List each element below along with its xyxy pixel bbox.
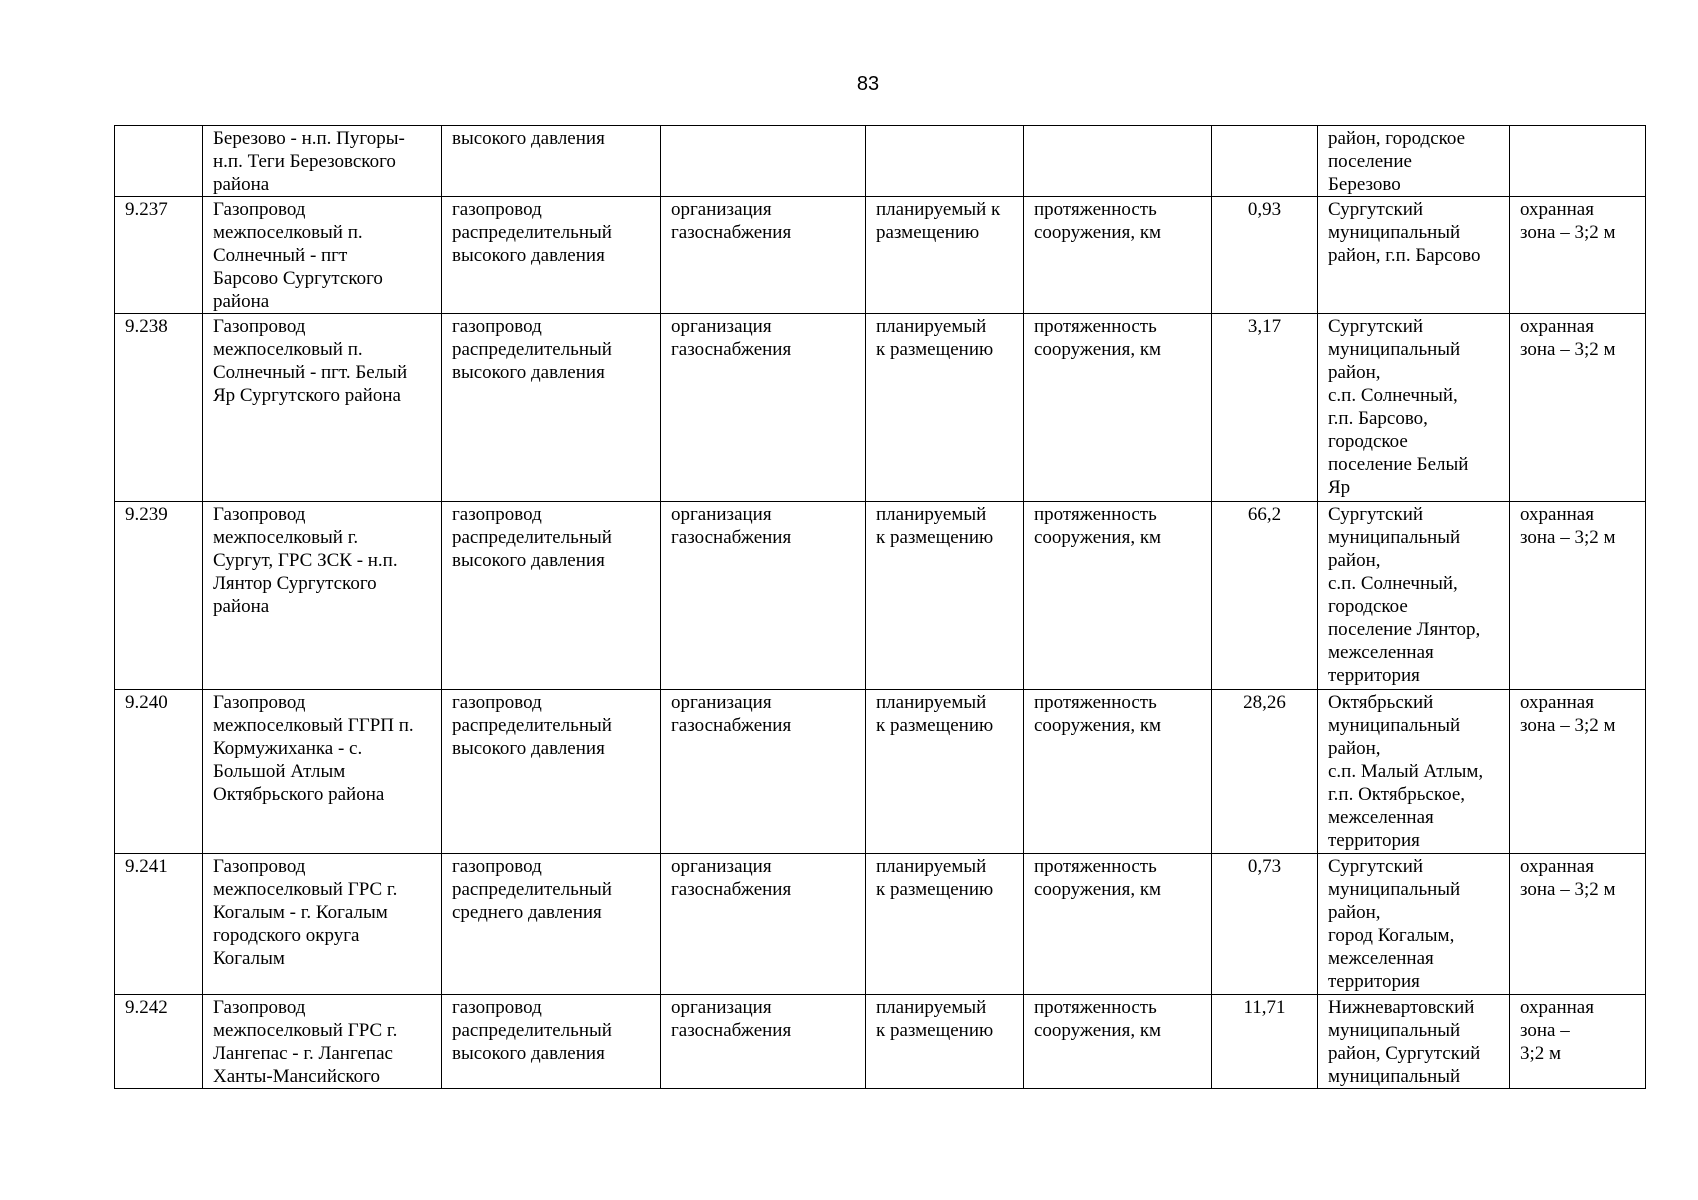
cell-purpose: организация газоснабжения xyxy=(661,854,866,995)
cell-location: Сургутский муниципальный район, город Когалым, межселенная территория xyxy=(1318,854,1510,995)
cell-purpose: организация газоснабжения xyxy=(661,314,866,502)
page-number: 83 xyxy=(856,73,880,95)
cell-zone: охранная зона – 3;2 м xyxy=(1510,690,1646,854)
cell-object-name: Газопровод межпоселковый ГРС г. Когалым - г. Когалым городского округа Когалым xyxy=(203,854,442,995)
cell-characteristic: протяженность сооружения, км xyxy=(1024,197,1212,314)
cell-characteristic: протяженность сооружения, км xyxy=(1024,995,1212,1089)
cell-zone: охранная зона – 3;2 м xyxy=(1510,995,1646,1089)
table-row xyxy=(115,197,1646,314)
cell-location: район, городское поселение Березово xyxy=(1318,126,1510,197)
cell-object-name: Газопровод межпоселковый п. Солнечный - пгт. Белый Яр Сургутского района xyxy=(203,314,442,502)
cell-object-type: газопровод распределительный высокого давления xyxy=(442,690,661,854)
table-row xyxy=(115,126,1646,197)
table-row xyxy=(115,690,1646,854)
cell-number: 9.238 xyxy=(115,314,203,502)
cell-object-type: газопровод распределительный среднего давления xyxy=(442,854,661,995)
cell-zone: охранная зона – 3;2 м xyxy=(1510,314,1646,502)
cell-purpose: организация газоснабжения xyxy=(661,502,866,690)
table-row xyxy=(115,502,1646,690)
cell-characteristic: протяженность сооружения, км xyxy=(1024,314,1212,502)
cell-number: 9.237 xyxy=(115,197,203,314)
cell-object-type: газопровод распределительный высокого давления xyxy=(442,197,661,314)
cell-object-name: Газопровод межпоселковый ГРС г. Лангепас - г. Лангепас Ханты-Мансийского xyxy=(203,995,442,1089)
cell-purpose: организация газоснабжения xyxy=(661,995,866,1089)
cell-status: планируемый к размещению xyxy=(866,197,1024,314)
cell-characteristic: протяженность сооружения, км xyxy=(1024,690,1212,854)
cell-zone xyxy=(1510,126,1646,197)
cell-number: 9.239 xyxy=(115,502,203,690)
cell-characteristic: протяженность сооружения, км xyxy=(1024,854,1212,995)
cell-number: 9.240 xyxy=(115,690,203,854)
cell-location: Сургутский муниципальный район, с.п. Солнечный, городское поселение Лянтор, межселенная территория xyxy=(1318,502,1510,690)
cell-length: 28,26 xyxy=(1212,690,1318,854)
cell-zone: охранная зона – 3;2 м xyxy=(1510,197,1646,314)
cell-location: Октябрьский муниципальный район, с.п. Малый Атлым, г.п. Октябрьское, межселенная территория xyxy=(1318,690,1510,854)
cell-status: планируемый к размещению xyxy=(866,314,1024,502)
cell-object-type: газопровод распределительный высокого давления xyxy=(442,502,661,690)
cell-length: 0,73 xyxy=(1212,854,1318,995)
cell-location: Сургутский муниципальный район, г.п. Барсово xyxy=(1318,197,1510,314)
cell-zone: охранная зона – 3;2 м xyxy=(1510,502,1646,690)
objects-table xyxy=(114,125,1646,1089)
cell-characteristic xyxy=(1024,126,1212,197)
cell-purpose: организация газоснабжения xyxy=(661,690,866,854)
cell-zone: охранная зона – 3;2 м xyxy=(1510,854,1646,995)
cell-number xyxy=(115,126,203,197)
cell-status: планируемый к размещению xyxy=(866,690,1024,854)
cell-status: планируемый к размещению xyxy=(866,502,1024,690)
cell-number: 9.241 xyxy=(115,854,203,995)
cell-length xyxy=(1212,126,1318,197)
cell-status xyxy=(866,126,1024,197)
cell-object-name: Газопровод межпоселковый п. Солнечный - пгт Барсово Сургутского района xyxy=(203,197,442,314)
cell-purpose xyxy=(661,126,866,197)
cell-status: планируемый к размещению xyxy=(866,995,1024,1089)
cell-object-name: Газопровод межпоселковый г. Сургут, ГРС ЗСК - н.п. Лянтор Сургутского района xyxy=(203,502,442,690)
cell-object-type: газопровод распределительный высокого давления xyxy=(442,995,661,1089)
cell-status: планируемый к размещению xyxy=(866,854,1024,995)
cell-object-type: газопровод распределительный высокого давления xyxy=(442,314,661,502)
table-row xyxy=(115,854,1646,995)
cell-length: 66,2 xyxy=(1212,502,1318,690)
cell-location: Сургутский муниципальный район, с.п. Солнечный, г.п. Барсово, городское поселение Белый Яр xyxy=(1318,314,1510,502)
cell-length: 3,17 xyxy=(1212,314,1318,502)
table-row xyxy=(115,314,1646,502)
table-row xyxy=(115,995,1646,1089)
cell-length: 0,93 xyxy=(1212,197,1318,314)
cell-number: 9.242 xyxy=(115,995,203,1089)
cell-length: 11,71 xyxy=(1212,995,1318,1089)
cell-object-name: Березово - н.п. Пугоры- н.п. Теги Березовского района xyxy=(203,126,442,197)
cell-object-name: Газопровод межпоселковый ГГРП п. Кормужиханка - с. Большой Атлым Октябрьского района xyxy=(203,690,442,854)
cell-object-type: высокого давления xyxy=(442,126,661,197)
cell-characteristic: протяженность сооружения, км xyxy=(1024,502,1212,690)
cell-purpose: организация газоснабжения xyxy=(661,197,866,314)
cell-location: Нижневартовский муниципальный район, Сургутский муниципальный xyxy=(1318,995,1510,1089)
